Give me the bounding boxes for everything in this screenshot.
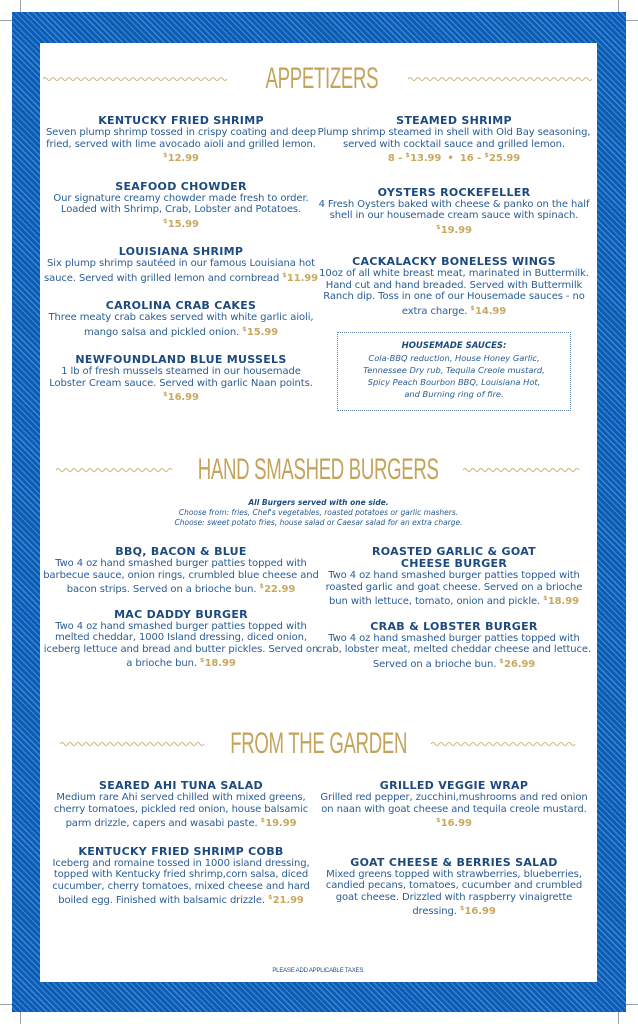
item-name: ROASTED GARLIC & GOAT CHEESE BURGER	[372, 545, 536, 570]
menu-item	[316, 256, 592, 317]
item-description: Iceberg and romaine tossed in 1000 island dressing, topped with Kentucky fried shrimp,corn salsa, diced cucumber, cherry tomatoes, mixed cheese and hard boiled egg. Finished with balsamic drizzle. $21.99	[52, 857, 310, 906]
menu-item	[316, 621, 592, 671]
item-price: 8 - $13.99	[387, 152, 442, 164]
wavy-divider-icon	[408, 75, 594, 83]
garden-left-column	[43, 780, 319, 923]
item-name: KENTUCKY FRIED SHRIMP COBB	[78, 844, 284, 858]
menu-page	[40, 43, 597, 982]
item-name: BBQ, BACON & BLUE	[115, 545, 247, 558]
item-name: NEWFOUNDLAND BLUE MUSSELS	[75, 353, 287, 366]
item-name: SEAFOOD CHOWDER	[115, 179, 247, 193]
item-name: STEAMED SHRIMP	[396, 114, 512, 127]
menu-item	[316, 780, 592, 830]
crop-mark-tl-h	[0, 20, 12, 21]
sauces-title: HOUSEMADE SAUCES:	[401, 341, 507, 351]
appetizers-right-column	[316, 115, 592, 333]
menu-item	[43, 546, 319, 596]
item-price: $19.99	[260, 817, 297, 829]
burger-side-note	[40, 498, 597, 528]
item-price: $16.99	[459, 905, 496, 917]
wavy-divider-icon	[43, 75, 229, 83]
sauce-line: Tennessee Dry rub, Tequila Creole mustard,	[363, 365, 545, 375]
wavy-divider-icon	[56, 466, 174, 474]
housemade-sauces-box	[337, 332, 571, 411]
sauce-line: Cola-BBQ reduction, House Honey Garlic,	[368, 353, 540, 363]
note-bold: All Burgers served with one side.	[248, 498, 389, 507]
crop-mark-tr-h	[626, 20, 638, 21]
item-price: $18.99	[543, 595, 579, 607]
menu-item	[43, 115, 319, 165]
sauce-line: and Burning ring of fire.	[404, 389, 504, 399]
item-name: GRILLED VEGGIE WRAP	[379, 779, 529, 792]
menu-item	[43, 354, 319, 404]
section-header-garden	[40, 727, 597, 761]
section-header-burgers	[40, 453, 597, 487]
item-description: Medium rare Ahi served chilled with mixed greens, cherry tomatoes, pickled red onion, house balsamic parm drizzle, capers and wasabi paste. $19.99	[53, 792, 309, 829]
item-description: Our signature creamy chowder made fresh to order. Loaded with Shrimp, Crab, Lobster and Potatoes. $15.99	[53, 192, 309, 230]
item-description: 1 lb of fresh mussels steamed in our housemade Lobster Cream sauce. Served with garlic Naan points. $16.99	[49, 366, 313, 403]
item-description: Two 4 oz hand smashed burger patties topped with melted cheddar, 1000 Island dressing, diced onion, iceberg lettuce and bread and butter pickles. Served on a brioche bun. $18.99	[43, 620, 319, 669]
item-name: CACKALACKY BONELESS WINGS	[352, 255, 556, 268]
section-title: FROM THE GARDEN	[230, 727, 407, 760]
wavy-divider-icon	[60, 740, 206, 748]
note-line: Choose from: fries, Chef's vegetables, roasted potatoes or garlic mashers.	[178, 508, 459, 517]
item-name: CAROLINA CRAB CAKES	[105, 299, 257, 312]
item-price: $11.99	[282, 271, 319, 284]
item-price: $15.99	[163, 217, 199, 230]
crop-mark-bl-h	[0, 1004, 12, 1005]
menu-item	[316, 857, 592, 918]
price-separator: •	[447, 153, 454, 164]
section-title: APPETIZERS	[265, 62, 378, 95]
item-description: Plump shrimp steamed in shell with Old Bay seasoning, served with cocktail sauce and grilled lemon.	[317, 127, 591, 150]
menu-item	[43, 181, 319, 231]
note-line: Choose: sweet potato fries, house salad or Caesar salad for an extra charge.	[174, 518, 463, 527]
item-name: LOUISIANA SHRIMP	[118, 245, 244, 258]
burgers-right-column	[316, 546, 592, 686]
crop-mark-br-v	[618, 1012, 619, 1024]
item-name: MAC DADDY BURGER	[114, 607, 248, 621]
crop-mark-tl-v	[20, 0, 21, 12]
item-price: $18.99	[200, 657, 236, 669]
item-description: Two 4 oz hand smashed burger patties topped with barbecue sauce, onion rings, crumbled blue cheese and bacon strips. Served on a brioche bun. $22.99	[43, 558, 319, 595]
menu-item	[43, 846, 319, 907]
menu-item	[316, 115, 592, 165]
menu-item	[316, 187, 592, 237]
menu-item	[43, 609, 319, 670]
item-price: $16.99	[163, 391, 199, 403]
item-price: $26.99	[499, 657, 536, 670]
item-description: 10oz of all white breast meat, marinated in Buttermilk. Hand cut and hand breaded. Served with Buttermilk Ranch dip. Toss in one of our Housemade sauces - no extra charge. $14.99	[319, 268, 589, 317]
item-price-options	[316, 150, 592, 165]
wavy-divider-icon	[463, 466, 581, 474]
item-price: $14.99	[470, 304, 507, 317]
menu-item	[43, 300, 319, 338]
item-description: Three meaty crab cakes served with white garlic aioli, mango salsa and pickled onion. $15.99	[48, 312, 314, 338]
section-header-appetizers	[40, 62, 597, 96]
item-description: Seven plump shrimp tossed in crispy coating and deep fried, served with lime avocado aioli and grilled lemon. $12.99	[45, 127, 317, 164]
menu-item	[43, 780, 319, 830]
menu-item	[43, 246, 319, 284]
item-price: $15.99	[242, 325, 279, 338]
crop-mark-br-h	[626, 1004, 638, 1005]
appetizers-left-column	[43, 115, 319, 420]
item-description: Two 4 oz hand smashed burger patties topped with crab, lobster meat, melted cheddar cheese and lettuce. Served on a brioche bun. $26.99	[316, 632, 592, 670]
footer-tax-note: PLEASE ADD APPLICABLE TAXES.	[272, 968, 365, 974]
garden-right-column	[316, 780, 592, 934]
item-price: $12.99	[163, 152, 199, 164]
crop-mark-tr-v	[618, 0, 619, 12]
item-price: 16 - $25.99	[459, 152, 521, 164]
item-price: $21.99	[268, 894, 304, 906]
item-price: $16.99	[436, 817, 472, 829]
sauce-line: Spicy Peach Bourbon BBQ, Louisiana Hot,	[367, 377, 541, 387]
item-description: Grilled red pepper, zucchini,mushrooms and red onion on naan with goat cheese and tequila creole mustard. $16.99	[320, 792, 588, 829]
item-name: GOAT CHEESE & BERRIES SALAD	[350, 855, 558, 869]
item-description: Two 4 oz hand smashed burger patties topped with roasted garlic and goat cheese. Served on a brioche bun with lettuce, tomato, onion and pickle. $18.99	[325, 570, 583, 607]
item-name: CRAB & LOBSTER BURGER	[370, 619, 538, 633]
item-price: $22.99	[259, 583, 296, 595]
section-title: HAND SMASHED BURGERS	[198, 453, 439, 486]
wavy-divider-icon	[431, 740, 577, 748]
menu-item	[316, 546, 592, 608]
item-name: KENTUCKY FRIED SHRIMP	[98, 114, 264, 127]
item-description: 4 Fresh Oysters baked with cheese & panko on the half shell in our housemade cream sauce with spinach. $19.99	[318, 198, 590, 236]
crop-mark-bl-v	[20, 1012, 21, 1024]
item-name: OYSTERS ROCKEFELLER	[377, 185, 531, 199]
item-price: $19.99	[436, 223, 472, 236]
item-description: Mixed greens topped with strawberries, blueberries, candied pecans, tomatoes, cucumber and crumbled goat cheese. Drizzled with raspberry vinaigrette dressing. $16.99	[325, 868, 583, 917]
item-name: SEARED AHI TUNA SALAD	[99, 779, 263, 792]
burgers-left-column	[43, 546, 319, 686]
item-description: Six plump shrimp sautéed in our famous Louisiana hot sauce. Served with grilled lemon and cornbread $11.99	[43, 258, 319, 284]
